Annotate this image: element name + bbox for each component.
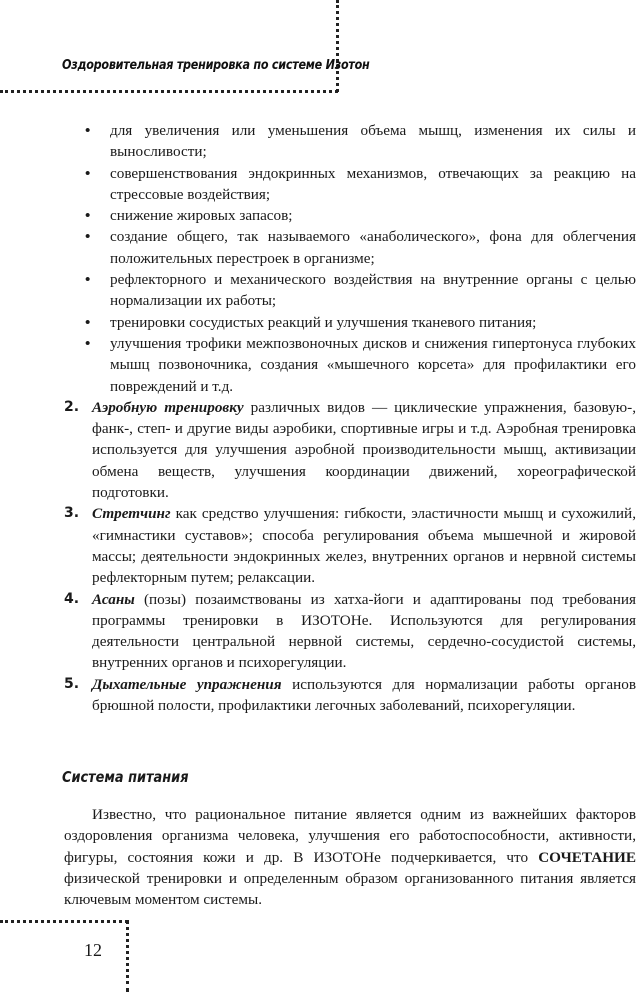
- bullet-item: • тренировки сосудистых реакций и улучшения тканевого питания;: [110, 312, 636, 333]
- section-heading: Система питания: [62, 768, 189, 786]
- page-number: 12: [84, 940, 102, 960]
- numbered-item-3: [64, 503, 636, 588]
- item-number: 5.: [64, 675, 80, 692]
- footer-dotted-horizontal-rule: [0, 920, 128, 923]
- item-number: 2.: [64, 398, 80, 415]
- header-dotted-vertical-rule: [336, 0, 339, 92]
- item-term: Аэробную тренировку: [92, 398, 244, 416]
- item-text: используются для нормализации работы органов брюшной полости, профилактики легочных заболеваний, психорегуляции.: [92, 675, 636, 715]
- header-dotted-horizontal-rule: [0, 90, 338, 93]
- item-number: 3.: [64, 505, 80, 522]
- item-text: различных видов — циклические упражнения, базовую-, фанк-, степ- и другие виды аэробики, спортивные игры и т.д. Аэробная тренировка используется для улучшения аэробной производительности мышц, активизации обмена веществ, улучшения координации движений, хореографической подготовки.: [92, 398, 636, 502]
- item-text: (позы) позаимствованы из хатха-йоги и адаптированы под требования программы тренировки в ИЗОТОНе. Используются для регулирования деятельности центральной нервной системы, сердечно-сосудистой системы, внутренних органов и психорегуляции.: [92, 590, 636, 672]
- bullet-item: • снижение жировых запасов;: [110, 205, 636, 226]
- bullet-item: • для увеличения или уменьшения объема мышц, изменения их силы и выносливости;: [110, 120, 636, 163]
- main-text: [64, 120, 636, 716]
- section-paragraph: [64, 804, 636, 910]
- paragraph-text-end: физической тренировки и определенным образом организованного питания является ключевым моментом системы.: [64, 869, 636, 909]
- item-term: Асаны: [92, 590, 135, 608]
- numbered-list: [64, 397, 636, 716]
- item-number: 4.: [64, 590, 80, 607]
- footer-dotted-vertical-rule: [126, 920, 129, 992]
- bullet-item: • совершенствования эндокринных механизмов, отвечающих за реакцию на стрессовые воздействия;: [110, 163, 636, 206]
- paragraph-emphasis: СОЧЕТАНИЕ: [538, 848, 636, 866]
- item-text: как средство улучшения: гибкости, эластичности мышц и сухожилий, «гимнастики суставов»; способа регулирования объема мышечной и жировой массы; деятельности эндокринных желез, внутренних органов и нервной системы рефлекторным путем; релаксации.: [92, 505, 636, 587]
- bullet-item: • улучшения трофики межпозвоночных дисков и снижения гипертонуса глубоких мышц позвоночника, создания «мышечного корсета» для профилактики его повреждений и т.д.: [110, 333, 636, 397]
- bullet-list: [64, 120, 636, 397]
- running-header-title: Оздоровительная тренировка по системе Изотон: [62, 58, 370, 73]
- bullet-item: • создание общего, так называемого «анаболического», фона для облегчения положительных перестроек в организме;: [110, 226, 636, 269]
- bullet-item: • рефлекторного и механического воздействия на внутренние органы с целью нормализации их работы;: [110, 269, 636, 312]
- item-term: Стретчинг: [92, 505, 171, 523]
- paragraph-text-start: Известно, что рациональное питание является одним из важнейших факторов оздоровления организма человека, улучшения его работоспособности, активности, фигуры, состояния кожи и др. В ИЗОТОНе подчеркивается, что: [64, 806, 636, 866]
- item-term: Дыхательные упражнения: [92, 675, 282, 693]
- numbered-item-5: [64, 674, 636, 717]
- numbered-item-4: [64, 589, 636, 674]
- numbered-item-2: [64, 397, 636, 503]
